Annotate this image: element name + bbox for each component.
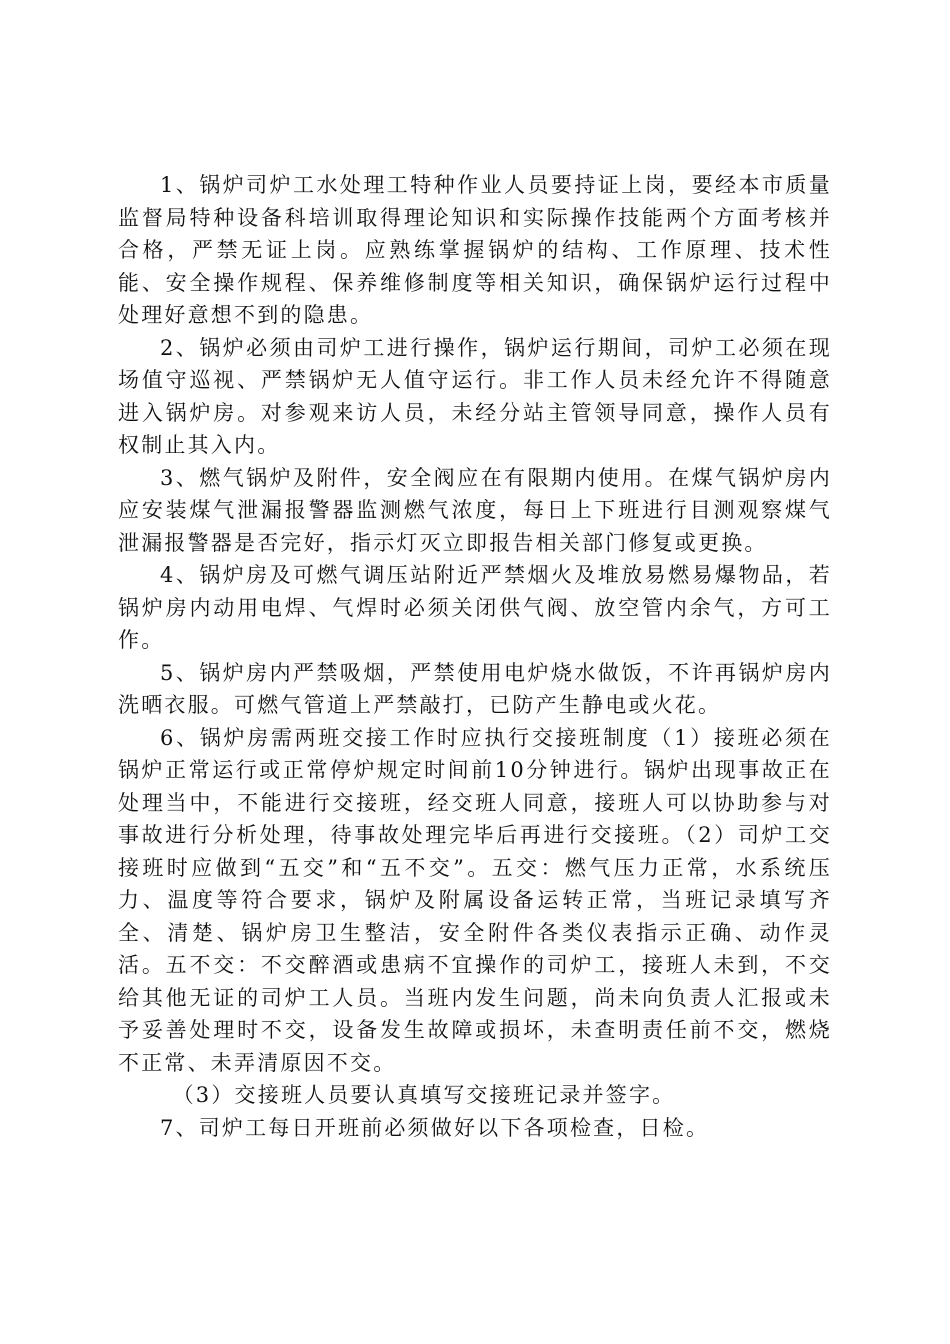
paragraph-4: 4、锅炉房及可燃气调压站附近严禁烟火及堆放易燃易爆物品，若锅炉房内动用电焊、气焊时必须关闭供气阀、放空管内余气，方可工作。 (118, 563, 832, 652)
paragraph-2: 2、锅炉必须由司炉工进行操作，锅炉运行期间，司炉工必须在现场值守巡视、严禁锅炉无人值守运行。非工作人员未经允许不得随意进入锅炉房。对参观来访人员，未经分站主管领导同意，操作人员有权制止其入内。 (118, 335, 832, 457)
paragraph-6-item-3: （3）交接班人员要认真填写交接班记录并签字。 (172, 1083, 676, 1107)
document-body (118, 169, 832, 1144)
paragraph-6: 6、锅炉房需两班交接工作时应执行交接班制度（1）接班必须在锅炉正常运行或正常停炉规定时间前10分钟进行。锅炉出现事故正在处理当中，不能进行交接班，经交班人同意，接班人可以协助参与对事故进行分析处理，待事故处理完毕后再进行交接班。（2）司炉工交接班时应做到“五交”和“五不交”。五交：燃气压力正常，水系统压力、温度等符合要求，锅炉及附属设备运转正常，当班记录填写齐全、清楚、锅炉房卫生整洁，安全附件各类仪表指示正确、动作灵活。五不交：不交醉酒或患病不宜操作的司炉工，接班人未到，不交给其他无证的司炉工人员。当班内发生问题，尚未向负责人汇报或未予妥善处理时不交，设备发生故障或损坏，未查明责任前不交，燃烧不正常、未弄清原因不交。 (118, 725, 832, 1075)
paragraph-5: 5、锅炉房内严禁吸烟，严禁使用电炉烧水做饭，不许再锅炉房内洗晒衣服。可燃气管道上严禁敲打，已防产生静电或火花。 (118, 660, 832, 717)
paragraph-7: 7、司炉工每日开班前必须做好以下各项检查，日检。 (160, 1115, 710, 1140)
paragraph-3: 3、燃气锅炉及附件，安全阀应在有限期内使用。在煤气锅炉房内应安装煤气泄漏报警器监测燃气浓度，每日上下班进行目测观察煤气泄漏报警器是否完好，指示灯灭立即报告相关部门修复或更换。 (118, 465, 832, 555)
paragraph-1: 1、锅炉司炉工水处理工特种作业人员要持证上岗，要经本市质量监督局特种设备科培训取得理论知识和实际操作技能两个方面考核并合格，严禁无证上岗。应熟练掌握锅炉的结构、工作原理、技术性能、安全操作规程、保养维修制度等相关知识，确保锅炉运行过程中处理好意想不到的隐患。 (118, 173, 832, 327)
